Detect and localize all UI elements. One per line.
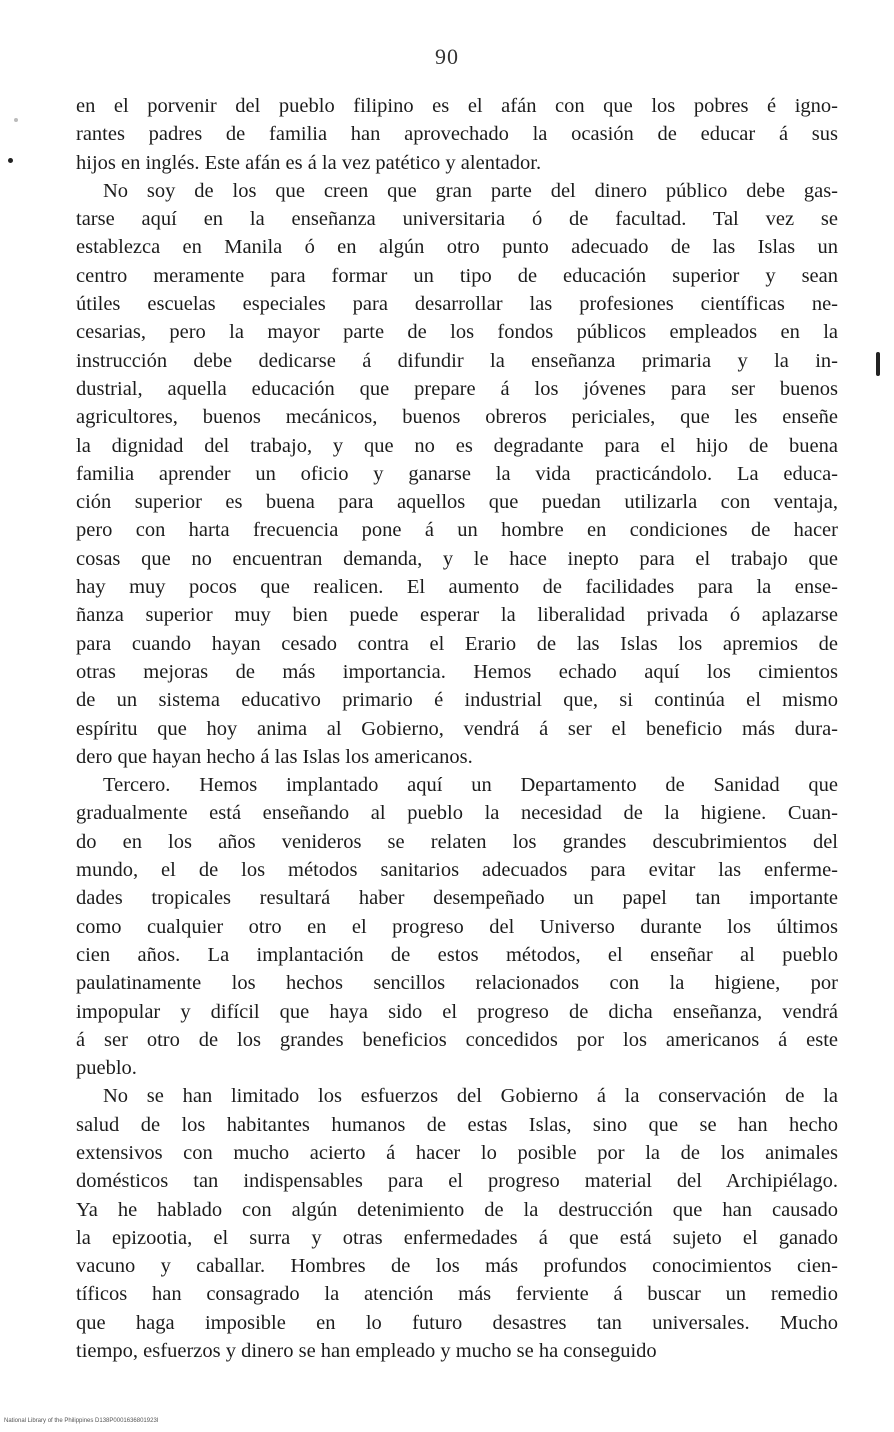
archive-stamp: National Library of the Philippines D138P0001636801923I bbox=[4, 1418, 159, 1424]
text-line: tíficos han consagrado la atención más ferviente á buscar un remedio bbox=[76, 1283, 838, 1306]
text-line: para cuando hayan cesado contra el Erario de las Islas los apremios de bbox=[76, 632, 838, 655]
text-line: de un sistema educativo primario é industrial que, si continúa el mismo bbox=[76, 689, 838, 712]
text-line: tarse aquí en la enseñanza universitaria ó de facultad. Tal vez se bbox=[76, 208, 838, 231]
text-line: salud de los habitantes humanos de estas Islas, sino que se han hecho bbox=[76, 1113, 838, 1136]
text-line: cosas que no encuentran demanda, y le hace inepto para el trabajo que bbox=[76, 547, 838, 570]
paragraph bbox=[76, 177, 838, 771]
paragraph bbox=[76, 1082, 838, 1365]
text-line: rantes padres de familia han aprovechado la ocasión de educar á sus bbox=[76, 123, 838, 146]
text-line: hay muy pocos que realicen. El aumento de facilidades para la ense- bbox=[76, 576, 838, 599]
text-line: domésticos tan indispensables para el progreso material del Archipiélago. bbox=[76, 1170, 838, 1193]
paragraph bbox=[76, 771, 838, 1082]
text-line: paulatinamente los hechos sencillos relacionados con la higiene, por bbox=[76, 972, 838, 995]
text-line: otras mejoras de más importancia. Hemos echado aquí los cimientos bbox=[76, 660, 838, 683]
text-line: en el porvenir del pueblo filipino es el afán con que los pobres é igno- bbox=[76, 95, 838, 117]
text-line: gradualmente está enseñando al pueblo la necesidad de la higiene. Cuan- bbox=[76, 802, 838, 825]
text-line: mundo, el de los métodos sanitarios adecuados para evitar las enferme- bbox=[76, 859, 838, 882]
text-line: vacuno y caballar. Hombres de los más profundos conocimientos cien- bbox=[76, 1255, 838, 1278]
margin-ink-mark bbox=[876, 352, 880, 376]
paragraph bbox=[76, 92, 838, 177]
text-line: á ser otro de los grandes beneficios concedidos por los americanos á este bbox=[76, 1028, 838, 1051]
text-line: instrucción debe dedicarse á difundir la enseñanza primaria y la in- bbox=[76, 349, 838, 372]
page-number: 90 bbox=[435, 44, 459, 69]
text-line: la epizootia, el surra y otras enfermedades á que está sujeto el ganado bbox=[76, 1226, 838, 1249]
text-line: espíritu que hoy anima al Gobierno, vendrá á ser el beneficio más dura- bbox=[76, 717, 838, 740]
text-line: la dignidad del trabajo, y que no es degradante para el hijo de buena bbox=[76, 434, 838, 457]
text-line: dero que hayan hecho á las Islas los americanos. bbox=[76, 745, 473, 768]
text-line: extensivos con mucho acierto á hacer lo posible por la de los animales bbox=[76, 1141, 838, 1164]
text-line: agricultores, buenos mecánicos, buenos obreros periciales, que les enseñe bbox=[76, 406, 838, 429]
body-text bbox=[76, 92, 838, 1365]
speck-mark bbox=[14, 118, 18, 122]
text-line: establezca en Manila ó en algún otro punto adecuado de las Islas un bbox=[76, 236, 838, 259]
text-line: do en los años venideros se relaten los grandes descubrimientos del bbox=[76, 830, 838, 853]
text-line: familia aprender un oficio y ganarse la vida practicándolo. La educa- bbox=[76, 462, 838, 485]
text-line: No se han limitado los esfuerzos del Gobierno á la conservación de la bbox=[103, 1085, 838, 1108]
text-line: útiles escuelas especiales para desarrollar las profesiones científicas ne- bbox=[76, 293, 838, 316]
text-line: que haga imposible en lo futuro desastres tan universales. Mucho bbox=[76, 1311, 838, 1334]
text-line: dades tropicales resultará haber desempeñado un papel tan importante bbox=[76, 887, 838, 910]
text-line: ñanza superior muy bien puede esperar la liberalidad privada ó aplazarse bbox=[76, 604, 838, 627]
text-line: cesarias, pero la mayor parte de los fondos públicos empleados en la bbox=[76, 321, 838, 344]
text-line: centro meramente para formar un tipo de educación superior y sean bbox=[76, 264, 838, 287]
text-line: cien años. La implantación de estos métodos, el enseñar al pueblo bbox=[76, 943, 838, 966]
text-line: hijos en inglés. Este afán es á la vez patético y alentador. bbox=[76, 151, 542, 174]
text-line: No soy de los que creen que gran parte del dinero público debe gas- bbox=[103, 179, 838, 202]
text-line: como cualquier otro en el progreso del Universo durante los últimos bbox=[76, 915, 838, 938]
text-line: pero con harta frecuencia pone á un hombre en condiciones de hacer bbox=[76, 519, 838, 542]
ink-dot-mark bbox=[8, 158, 13, 163]
text-line: Tercero. Hemos implantado aquí un Departamento de Sanidad que bbox=[103, 774, 838, 797]
text-line: pueblo. bbox=[76, 1057, 137, 1080]
text-line: tiempo, esfuerzos y dinero se han empleado y mucho se ha conseguido bbox=[76, 1340, 657, 1363]
text-line: dustrial, aquella educación que prepare á los jóvenes para ser buenos bbox=[76, 377, 838, 400]
text-line: Ya he hablado con algún detenimiento de la destrucción que han causado bbox=[76, 1198, 838, 1221]
text-line: ción superior es buena para aquellos que puedan utilizarla con ventaja, bbox=[76, 491, 838, 514]
text-line: impopular y difícil que haya sido el progreso de dicha enseñanza, vendrá bbox=[76, 1000, 838, 1023]
